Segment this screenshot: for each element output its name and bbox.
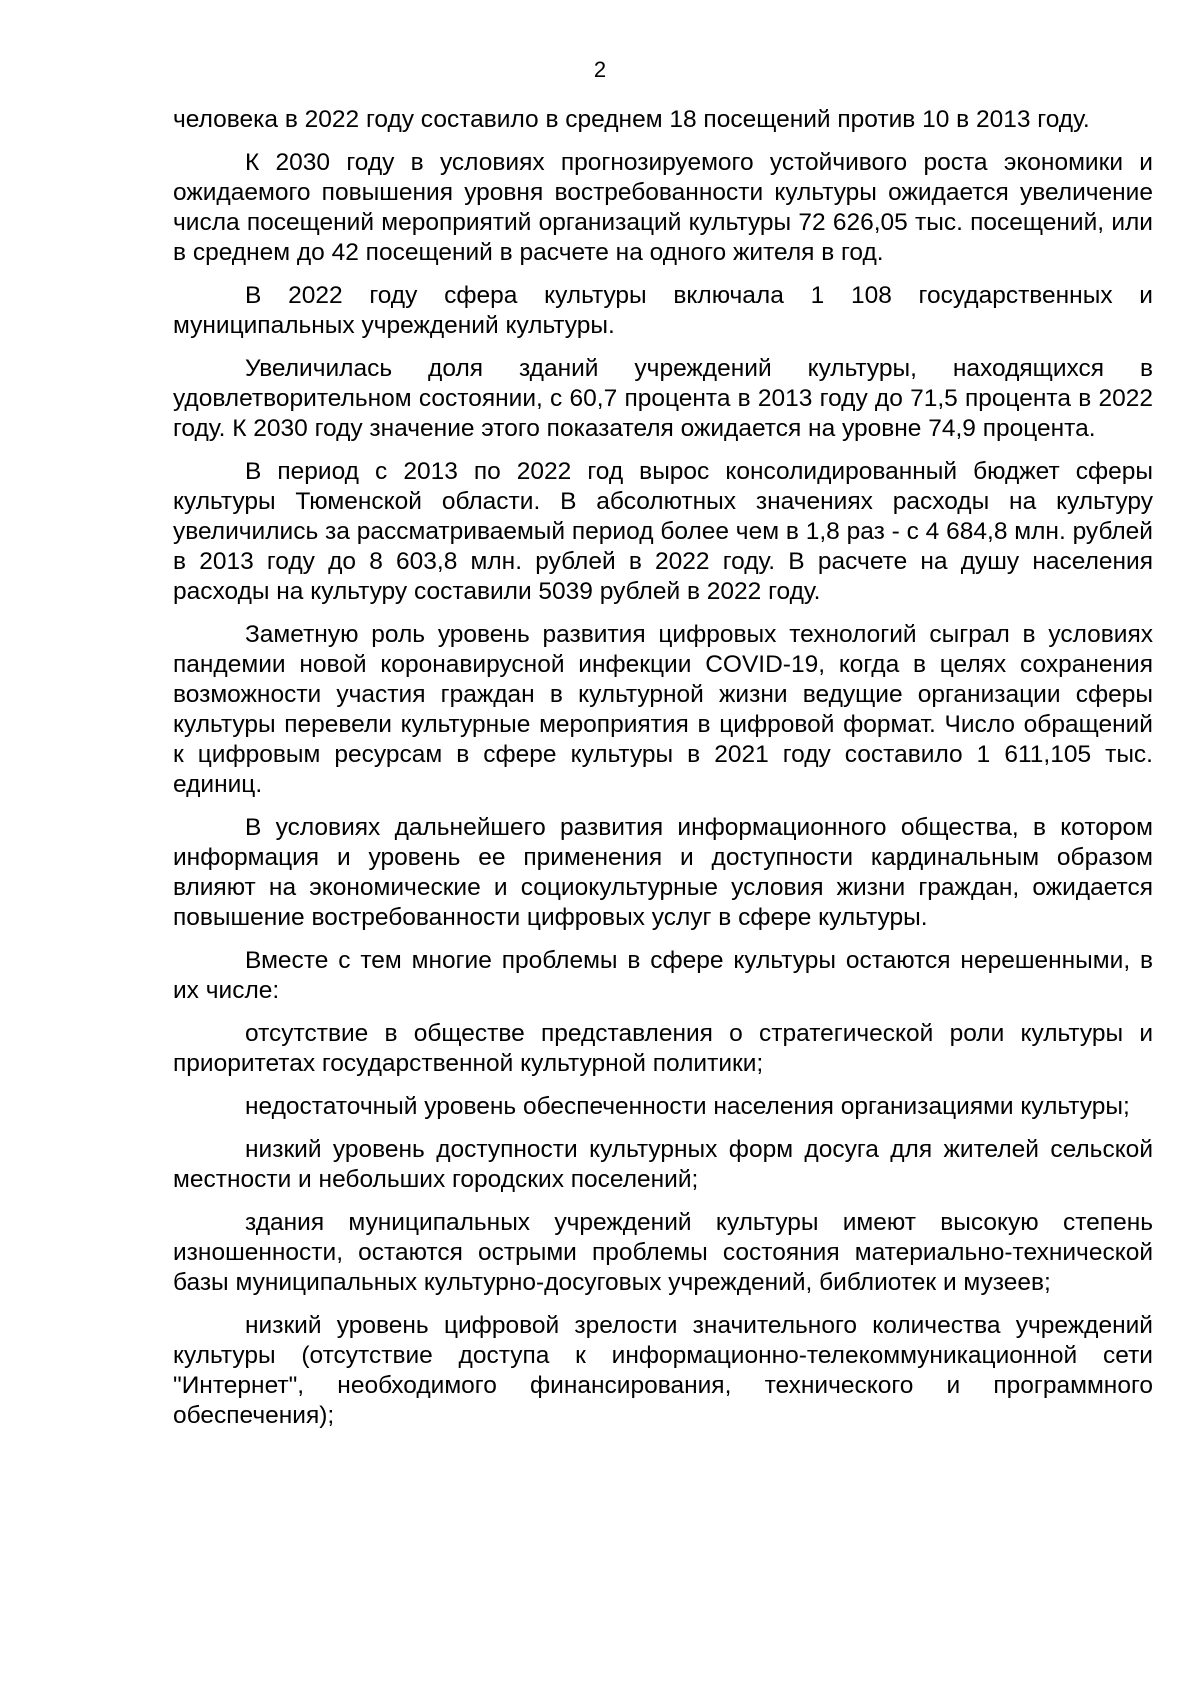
list-item-problem-4: здания муниципальных учреждений культуры имеют высокую степень изношенности, остаются острыми проблемы состояния материально-технической базы муниципальных культурно-досуговых учреждений, библиотек и музеев;: [173, 1209, 1153, 1296]
document-body: [173, 105, 1153, 1444]
list-item-problem-1: отсутствие в обществе представления о стратегической роли культуры и приоритетах государственной культурной политики;: [173, 1020, 1153, 1077]
paragraph-budget: В период с 2013 по 2022 год вырос консолидированный бюджет сферы культуры Тюменской области. В абсолютных значениях расходы на культуру увеличились за рассматриваемый период более чем в 1,8 раз - с 4 684,8 млн. рублей в 2013 году до 8 603,8 млн. рублей в 2022 году. В расчете на душу населения расходы на культуру составили 5039 рублей в 2022 году.: [173, 458, 1153, 605]
paragraph-digital-covid: Заметную роль уровень развития цифровых технологий сыграл в условиях пандемии новой коронавирусной инфекции COVID-19, когда в целях сохранения возможности участия граждан в культурной жизни ведущие организации сферы культуры перевели культурные мероприятия в цифровой формат. Число обращений к цифровым ресурсам в сфере культуры в 2021 году составило 1 611,105 тыс. единиц.: [173, 621, 1153, 798]
list-item-problem-2: недостаточный уровень обеспеченности населения организациями культуры;: [245, 1093, 1130, 1120]
paragraph-problems-intro: Вместе с тем многие проблемы в сфере культуры остаются нерешенными, в их числе:: [173, 947, 1153, 1004]
paragraph-2030-forecast: К 2030 году в условиях прогнозируемого устойчивого роста экономики и ожидаемого повышения уровня востребованности культуры ожидается увеличение числа посещений мероприятий организаций культуры 72 626,05 тыс. посещений, или в среднем до 42 посещений в расчете на одного жителя в год.: [173, 149, 1153, 266]
paragraph-institutions-count: В 2022 году сфера культуры включала 1 108 государственных и муниципальных учреждений культуры.: [173, 282, 1153, 339]
paragraph-buildings-condition: Увеличилась доля зданий учреждений культуры, находящихся в удовлетворительном состоянии, с 60,7 процента в 2013 году до 71,5 процента в 2022 году. К 2030 году значение этого показателя ожидается на уровне 74,9 процента.: [173, 355, 1153, 442]
paragraph-information-society: В условиях дальнейшего развития информационного общества, в котором информация и уровень ее применения и доступности кардинальным образом влияют на экономические и социокультурные условия жизни граждан, ожидается повышение востребованности цифровых услуг в сфере культуры.: [173, 814, 1153, 931]
page-number: 2: [593, 57, 607, 82]
list-item-problem-3: низкий уровень доступности культурных форм досуга для жителей сельской местности и небольших городских поселений;: [173, 1136, 1153, 1193]
list-item-problem-5: низкий уровень цифровой зрелости значительного количества учреждений культуры (отсутствие доступа к информационно-телекоммуникационной сети "Интернет", необходимого финансирования, технического и программного обеспечения);: [173, 1312, 1153, 1429]
paragraph-visits-per-person: человека в 2022 году составило в среднем 18 посещений против 10 в 2013 году.: [173, 106, 1090, 133]
